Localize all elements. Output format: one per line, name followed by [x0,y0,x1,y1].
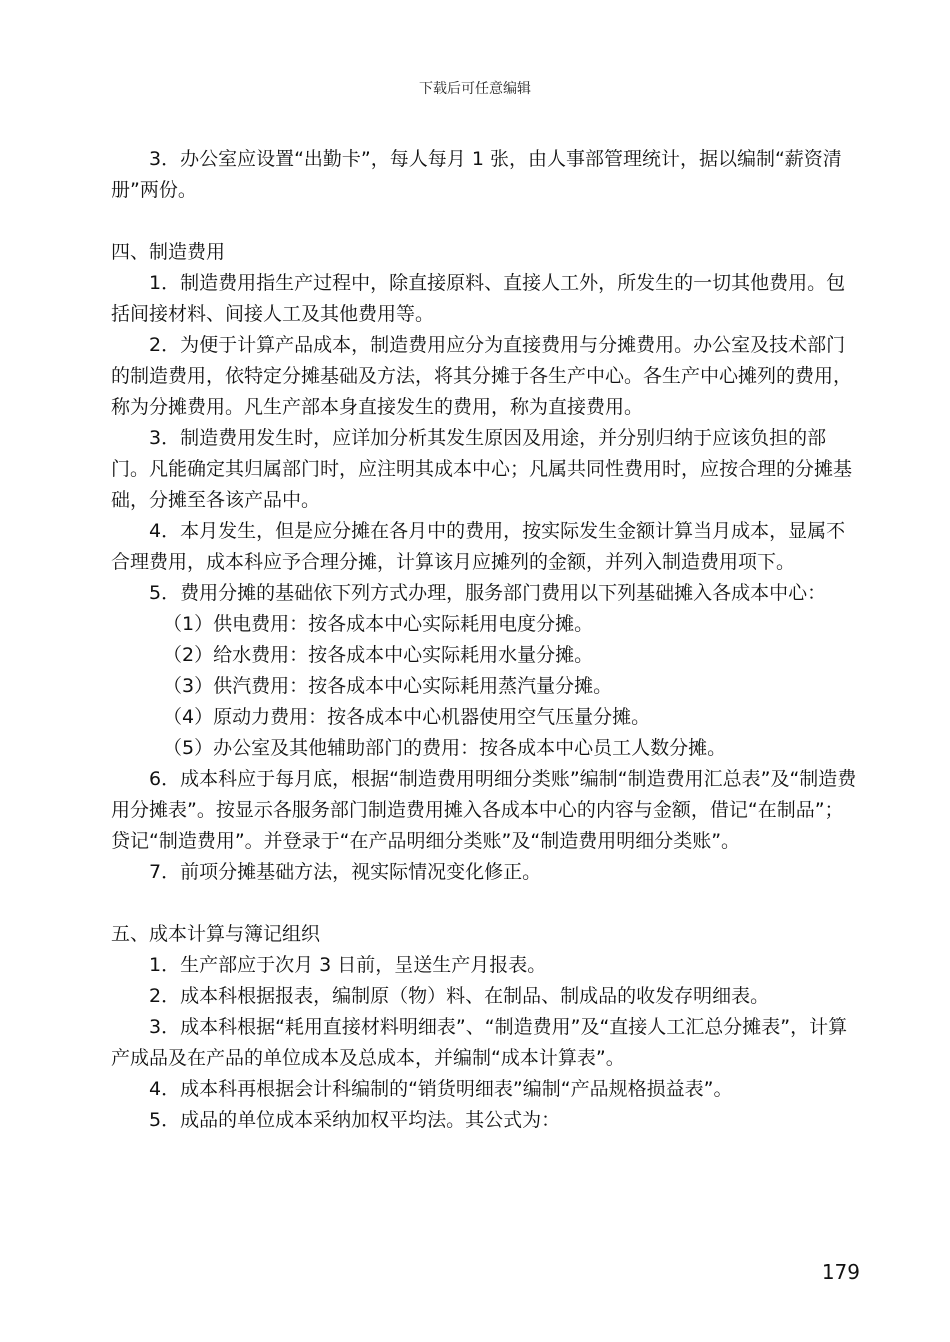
paragraph-cost-calculation: 3．成本科根据“耗用直接材料明细表”、“制造费用”及“直接人工汇总分摊表”，计算产成品及在产品的单位成本及总成本，并编制“成本计算表”。 [111,1016,848,1069]
list-item-office-support: （5）办公室及其他辅助部门的费用：按各成本中心员工人数分摊。 [163,737,727,759]
paragraph-overhead-analysis: 3．制造费用发生时，应详加分析其发生原因及用途，并分别归纳于应该负担的部门。凡能确定其归属部门时，应注明其成本中心；凡属共同性费用时，应按合理的分摊基础，分摊至各该产品中。 [111,427,853,511]
list-item-water: （2）给水费用：按各成本中心实际耗用水量分摊。 [163,644,594,666]
list-item-motive-power: （4）原动力费用：按各成本中心机器使用空气压量分摊。 [163,706,651,728]
paragraph-overhead-classification: 2．为便于计算产品成本，制造费用应分为直接费用与分摊费用。办公室及技术部门的制造费用，依特定分摊基础及方法，将其分摊于各生产中心。各生产中心摊列的费用，称为分摊费用。凡生产部本身直接发生的费用，称为直接费用。 [111,334,853,418]
list-item-electricity: （1）供电费用：按各成本中心实际耗用电度分摊。 [163,613,594,635]
paragraph-attendance-card: 3．办公室应设置“出勤卡”，每人每月 1 张，由人事部管理统计，据以编制“薪资清册”两份。 [111,148,842,201]
paragraph-revision: 7．前项分摊基础方法，视实际情况变化修正。 [149,861,542,883]
list-item-steam: （3）供汽费用：按各成本中心实际耗用蒸汽量分摊。 [163,675,613,697]
section-heading-cost-accounting: 五、成本计算与簿记组织 [111,923,321,945]
paragraph-production-report: 1．生产部应于次月 3 日前，呈送生产月报表。 [149,954,547,976]
section-heading-manufacturing-overhead: 四、制造费用 [111,241,226,263]
paragraph-allocation-basis: 5．费用分摊的基础依下列方式办理，服务部门费用以下列基础摊入各成本中心： [149,582,827,604]
section-spacer [111,206,861,237]
paragraph-overhead-definition: 1．制造费用指生产过程中，除直接原料、直接人工外，所发生的一切其他费用。包括间接材料、间接人工及其他费用等。 [111,272,846,325]
page-number: 179 [821,1260,860,1284]
paragraph-monthly-allocation: 4．本月发生，但是应分摊在各月中的费用，按实际发生金额计算当月成本，显属不合理费用，成本科应予合理分摊，计算该月应摊列的金额，并列入制造费用项下。 [111,520,846,573]
page-header: 下载后可任意编辑 [419,81,531,97]
document-body [111,144,861,1136]
paragraph-month-end-summary: 6．成本科应于每月底，根据“制造费用明细分类账”编制“制造费用汇总表”及“制造费用分摊表”。按显示各服务部门制造费用摊入各成本中心的内容与金额，借记“在制品”；贷记“制造费用”。并登录于“在产品明细分类账”及“制造费用明细分类账”。 [111,768,857,852]
section-spacer [111,888,861,919]
paragraph-inventory-details: 2．成本科根据报表，编制原（物）料、在制品、制成品的收发存明细表。 [149,985,770,1007]
paragraph-weighted-average: 5．成品的单位成本采纳加权平均法。其公式为： [149,1109,561,1131]
paragraph-profit-loss: 4．成本科再根据会计科编制的“销货明细表”编制“产品规格损益表”。 [149,1078,733,1100]
